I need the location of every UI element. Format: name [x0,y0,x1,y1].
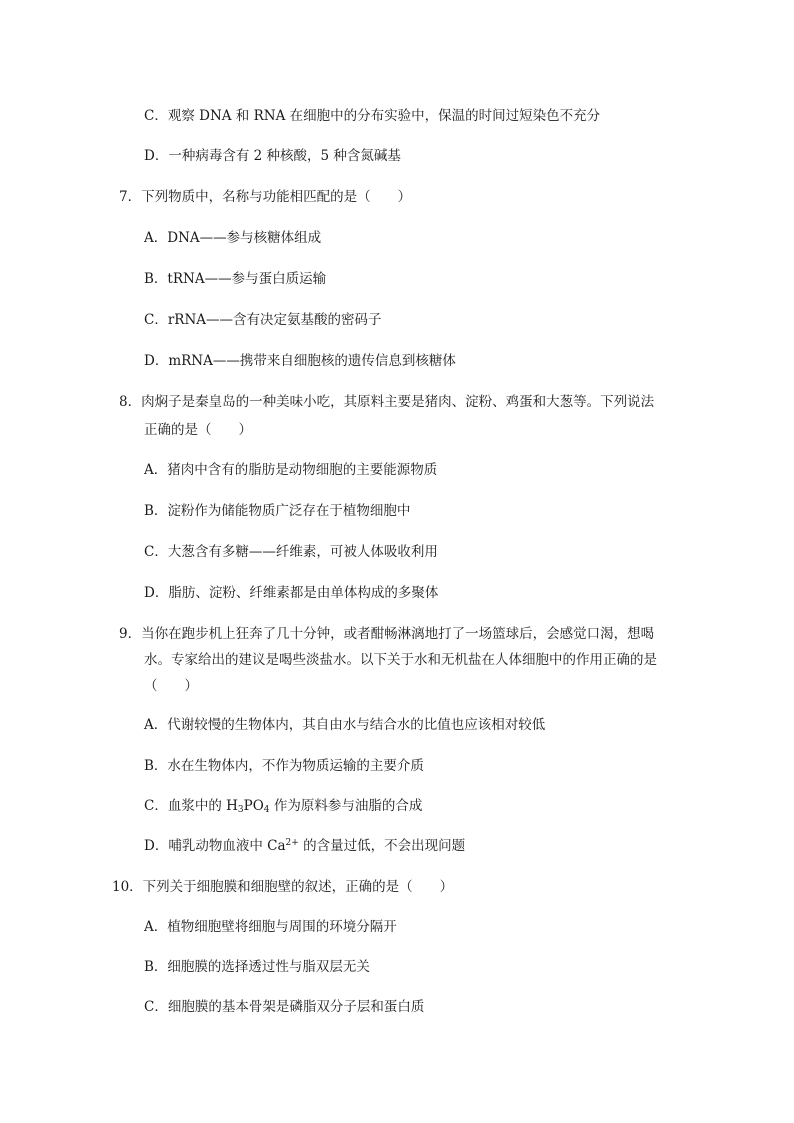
q7-stem: 7．下列物质中，名称与功能相匹配的是（ ） [119,189,412,205]
q9-option-c-middle: PO [243,798,264,814]
q9-option-c-prefix: C．血浆中的 H [144,798,238,814]
q6-option-d: D．一种病毒含有 2 种核酸，5 种含氮碱基 [144,148,401,164]
q10-stem: 10．下列关于细胞膜和细胞壁的叙述，正确的是（ ） [112,879,454,895]
q9-stem-line3: （ ） [144,678,198,694]
q10-option-b: B．细胞膜的选择透过性与脂双层无关 [144,959,370,975]
q8-stem-line2: 正确的是（ ） [144,422,252,438]
q7-option-d: D．mRNA——携带来自细胞核的遗传信息到核糖体 [144,353,456,369]
q7-option-a: A．DNA——参与核糖体组成 [144,230,322,246]
q9-option-d-superscript: 2+ [285,838,299,848]
q8-option-c: C．大葱含有多糖——纤维素，可被人体吸收利用 [144,544,438,560]
q9-option-d-suffix: 的含量过低，不会出现问题 [298,838,466,854]
q10-option-a: A．植物细胞壁将细胞与周围的环境分隔开 [144,919,397,935]
q9-option-a: A．代谢较慢的生物体内，其自由水与结合水的比值也应该相对较低 [144,717,546,733]
q6-option-c: C．观察 DNA 和 RNA 在细胞中的分布实验中，保温的时间过短染色不充分 [144,108,601,124]
q9-option-d-prefix: D．哺乳动物血液中 Ca [144,838,286,854]
q9-option-c-suffix: 作为原料参与油脂的合成 [269,798,423,814]
q8-option-a: A．猪肉中含有的脂肪是动物细胞的主要能源物质 [144,462,438,478]
q9-option-b: B．水在生物体内，不作为物质运输的主要介质 [144,758,424,774]
q7-option-b: B．tRNA——参与蛋白质运输 [144,271,327,287]
q8-option-b: B．淀粉作为储能物质广泛存在于植物细胞中 [144,503,411,519]
q9-option-c-subscript-1: 3 [237,805,244,815]
q9-option-d [144,836,465,856]
q7-option-c: C．rRNA——含有决定氨基酸的密码子 [144,312,382,328]
q10-option-c: C．细胞膜的基本骨架是磷脂双分子层和蛋白质 [144,999,425,1015]
q9-stem-line2: 水。专家给出的建议是喝些淡盐水。以下关于水和无机盐在人体细胞中的作用正确的是 [144,652,657,668]
q8-stem-line1: 8．肉焖子是秦皇岛的一种美味小吃，其原料主要是猪肉、淀粉、鸡蛋和大葱等。下列说法 [119,394,655,410]
q9-option-c-subscript-2: 4 [263,805,270,815]
q8-option-d: D．脂肪、淀粉、纤维素都是由单体构成的多聚体 [144,585,439,601]
q9-option-c [144,796,422,816]
q9-stem-line1: 9．当你在跑步机上狂奔了几十分钟，或者酣畅淋漓地打了一场篮球后，会感觉口渴，想喝 [119,626,655,642]
